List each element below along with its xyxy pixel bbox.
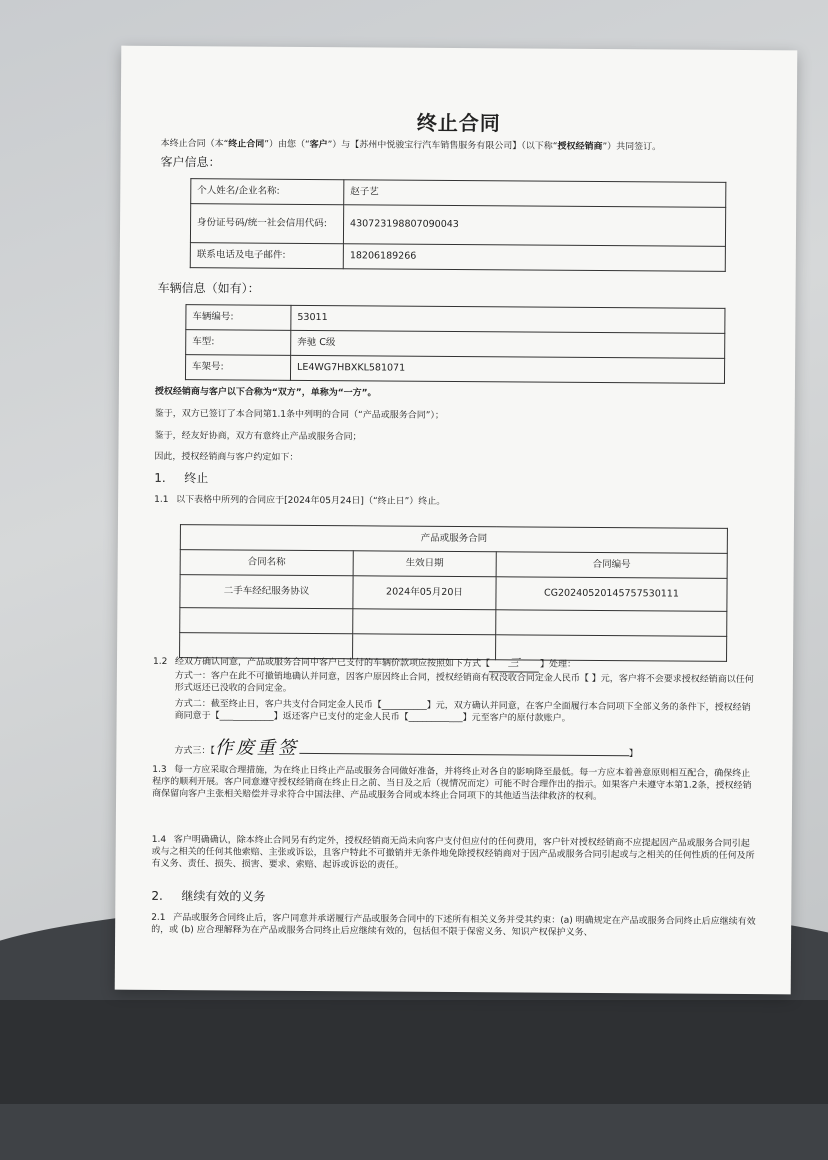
- table-row: [191, 179, 726, 208]
- way-1: 方式一：客户在此不可撤销地确认并同意，因客户原因终止合同，授权经销商有权没收合同定金人民币【 】元，客户将不会要求授权经销商以任何形式返还已没收的合同定金。: [174, 671, 754, 694]
- customer-value: 18206189266: [343, 244, 725, 272]
- way-2: 方式二：截至终止日，客户共支付合同定金人民币【__________】元，双方确认并同意，在客户全面履行本合同项下全部义务的条件下，授权经销商同意于【____________】返还客户已支付的定金人民币【____________】元至客户的原付款账户。: [174, 699, 751, 724]
- vehicle-value: 53011: [291, 305, 725, 333]
- table-row: [185, 355, 724, 384]
- vehicle-label: 车型:: [186, 330, 291, 356]
- table-row: [186, 330, 725, 359]
- clause-1-4: 1.4 客户明确确认，除本终止合同另有约定外，授权经销商无尚未向客户支付但应付的任何费用，客户针对授权经销商不应提起因产品或服务合同引起或与之相关的任何其他索赔、主张或诉讼，且客户特此不可撤销并无条件地免除授权经销商对于因产品或服务合同引起或与之相关的任何性质的任何及所有义务、责任、损失、损害、要求、索赔、起诉或诉讼的责任。: [151, 834, 755, 871]
- vehicle-label: 车辆编号:: [186, 305, 291, 331]
- document-title: 终止合同: [416, 110, 501, 136]
- table-row: [190, 204, 725, 247]
- table-row: [190, 243, 725, 272]
- table-row: [180, 608, 727, 637]
- whereas-1: 鉴于，双方已签订了本合同第1.1条中列明的合同（“产品或服务合同”）；: [154, 408, 444, 421]
- contract-cell: [180, 608, 353, 634]
- customer-info-heading: 客户信息：: [160, 154, 221, 170]
- handwritten-choice: 三: [489, 656, 541, 672]
- vehicle-info-table: [185, 304, 726, 384]
- customer-value: 430723198807090043: [343, 205, 725, 247]
- customer-label: 身份证号码/统一社会信用代码:: [190, 204, 343, 244]
- section-1-heading: 1. 终止: [154, 470, 209, 486]
- parties-paragraph: 授权经销商与客户以下合称为“双方”，单称为“一方”。: [154, 386, 377, 399]
- contract-cell: CG20240520145757530111: [496, 577, 727, 612]
- table-row: [186, 305, 725, 334]
- clause-1-3: 1.3 每一方应采取合理措施，为在终止日终止产品或服务合同做好准备，并将终止对各自的影响降至最低。每一方应本着善意原则相互配合，确保终止程序的顺利开展。客户同意遵守授权经销商在终止日之前、当日及之后（视情况而定）可能不时合理作出的指示。如果客户未遵守本第1.2条，授权经销商保留向客户主张相关赔偿并寻求符合中国法律、产品或服务合同或本终止合同项下的其他适当法律救济的权利。: [152, 764, 752, 803]
- vehicle-value: 奔驰 C级: [291, 330, 725, 358]
- vehicle-label: 车架号:: [185, 355, 290, 381]
- contract-table-title: 产品或服务合同: [180, 525, 727, 554]
- table-row: [180, 550, 727, 579]
- customer-value: 赵子艺: [344, 180, 726, 208]
- contract-cell: [353, 609, 496, 635]
- customer-label: 个人姓名/企业名称:: [191, 179, 344, 205]
- contract-table: [179, 524, 728, 662]
- customer-info-table: [190, 178, 727, 272]
- customer-label: 联系电话及电子邮件:: [190, 243, 343, 269]
- way-3: 方式三：【作废重签 】: [174, 737, 638, 760]
- contract-cell: 2024年05月20日: [353, 576, 496, 610]
- clause-1-1: 1.1 以下表格中所列的合同应于[2024年05月24日]（“终止日”）终止。: [154, 494, 446, 507]
- clause-1-2: 1.2 经双方确认同意，产品或服务合同中客户已支付的车辆价款项应按照如下方式【 三 】处理：: [153, 654, 758, 674]
- contract-cell: 二手车经纪服务协议: [180, 575, 353, 609]
- blank-line: [299, 753, 629, 756]
- therefore-paragraph: 因此，授权经销商与客户约定如下：: [154, 451, 299, 463]
- table-row: [180, 575, 727, 612]
- intro-paragraph: 本终止合同（本“终止合同”）由您（“客户”）与【苏州中悦骏宝行汽车销售服务有限公司】（以下称“授权经销商”）共同签订。: [160, 138, 662, 153]
- handwritten-void-note: 作废重签: [214, 737, 299, 759]
- vehicle-info-heading: 车辆信息（如有）：: [157, 280, 260, 296]
- contract-header: 合同名称: [180, 550, 353, 576]
- contract-page: [115, 46, 798, 995]
- contract-header: 合同编号: [496, 552, 727, 579]
- background-floor: [0, 1000, 828, 1104]
- contract-header: 生效日期: [353, 551, 496, 577]
- table-row: [180, 525, 727, 554]
- clause-2-1: 2.1 产品或服务合同终止后，客户同意并承诺履行产品或服务合同中的下述所有相关义务并受其约束：(a) 明确规定在产品或服务合同终止后应继续有效的，或 (b) 应合理解释为在产品或服务合同终止后应继续有效的，包括但不限于保密义务、知识产权保护义务、: [151, 912, 756, 939]
- whereas-2: 鉴于，经友好协商，双方有意终止产品或服务合同；: [154, 430, 362, 443]
- vehicle-value: LE4WG7HBXKL581071: [290, 355, 724, 383]
- section-2-heading: 2. 继续有效的义务: [151, 888, 266, 904]
- contract-cell: [496, 610, 727, 637]
